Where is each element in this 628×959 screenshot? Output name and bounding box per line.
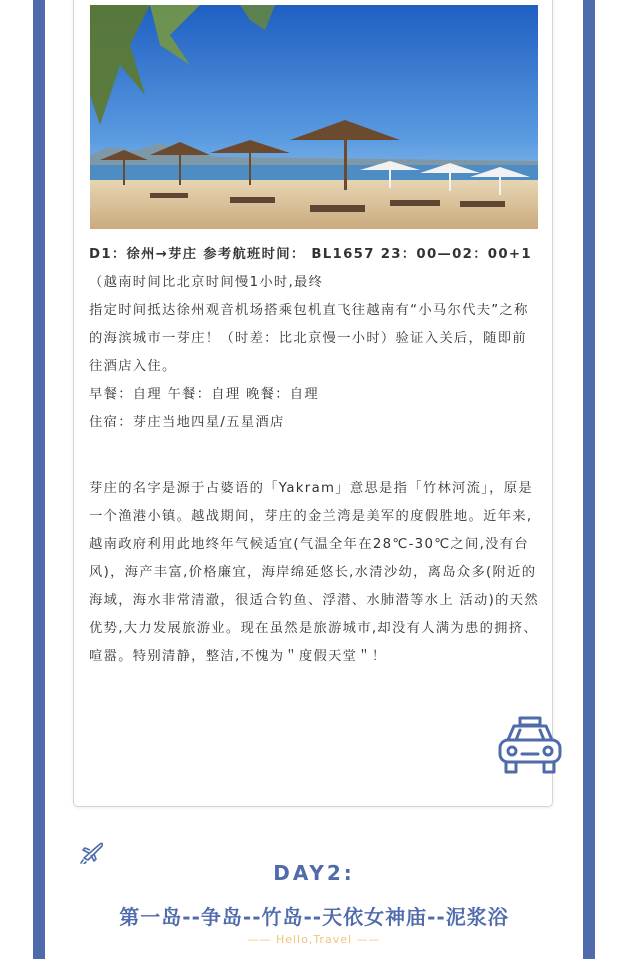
day1-flight-line: D1：徐州→芽庄 参考航班时间： BL1657 23：00—02：00+1: [89, 247, 532, 262]
right-decorative-bar: [583, 0, 595, 959]
day1-details: [89, 241, 539, 437]
day1-meals: 早餐：自理 午餐：自理 晚餐：自理: [89, 387, 320, 402]
taxi-icon: [496, 714, 564, 780]
left-decorative-bar: [33, 0, 45, 959]
hello-travel-tagline: —— Hello,Travel ——: [247, 933, 381, 946]
day2-label: DAY2:: [273, 861, 355, 885]
day1-hotel: 住宿：芽庄当地四星/五星酒店: [89, 415, 285, 430]
day1-time-note: （越南时间比北京时间慢1小时,最终: [89, 275, 324, 290]
intro-paragraph: 芽庄的名字是源于占婆语的「Yakram」意思是指「竹林河流」，原是一个渔港小镇。越战期间，芽庄的金兰湾是美军的度假胜地。近年来,越南政府利用此地终年气候适宜(气温全年在28℃-30℃之间,没有台风)，海产丰富,价格廉宜，海岸绵延悠长,水清沙幼，离岛众多(附近的海域，海水非常清澈，很适合钓鱼、浮潜、水肺潜等水上 活动)的天然优势,大力发展旅游业。现在虽然是旅游城市,却没有人满为患的拥挤、喧嚣。特别清静，整洁,不愧为＂度假天堂＂！: [89, 481, 539, 664]
day1-description: 指定时间抵达徐州观音机场搭乘包机直飞往越南有“小马尔代夫”之称的海滨城市一芽庄！（时差：比北京慢一小时）验证入关后，随即前往酒店入住。: [89, 303, 529, 374]
beach-photo: [90, 5, 538, 229]
day2-title: 第一岛--争岛--竹岛--天依女神庙--泥浆浴: [119, 905, 509, 929]
nha-trang-intro: [89, 475, 539, 671]
